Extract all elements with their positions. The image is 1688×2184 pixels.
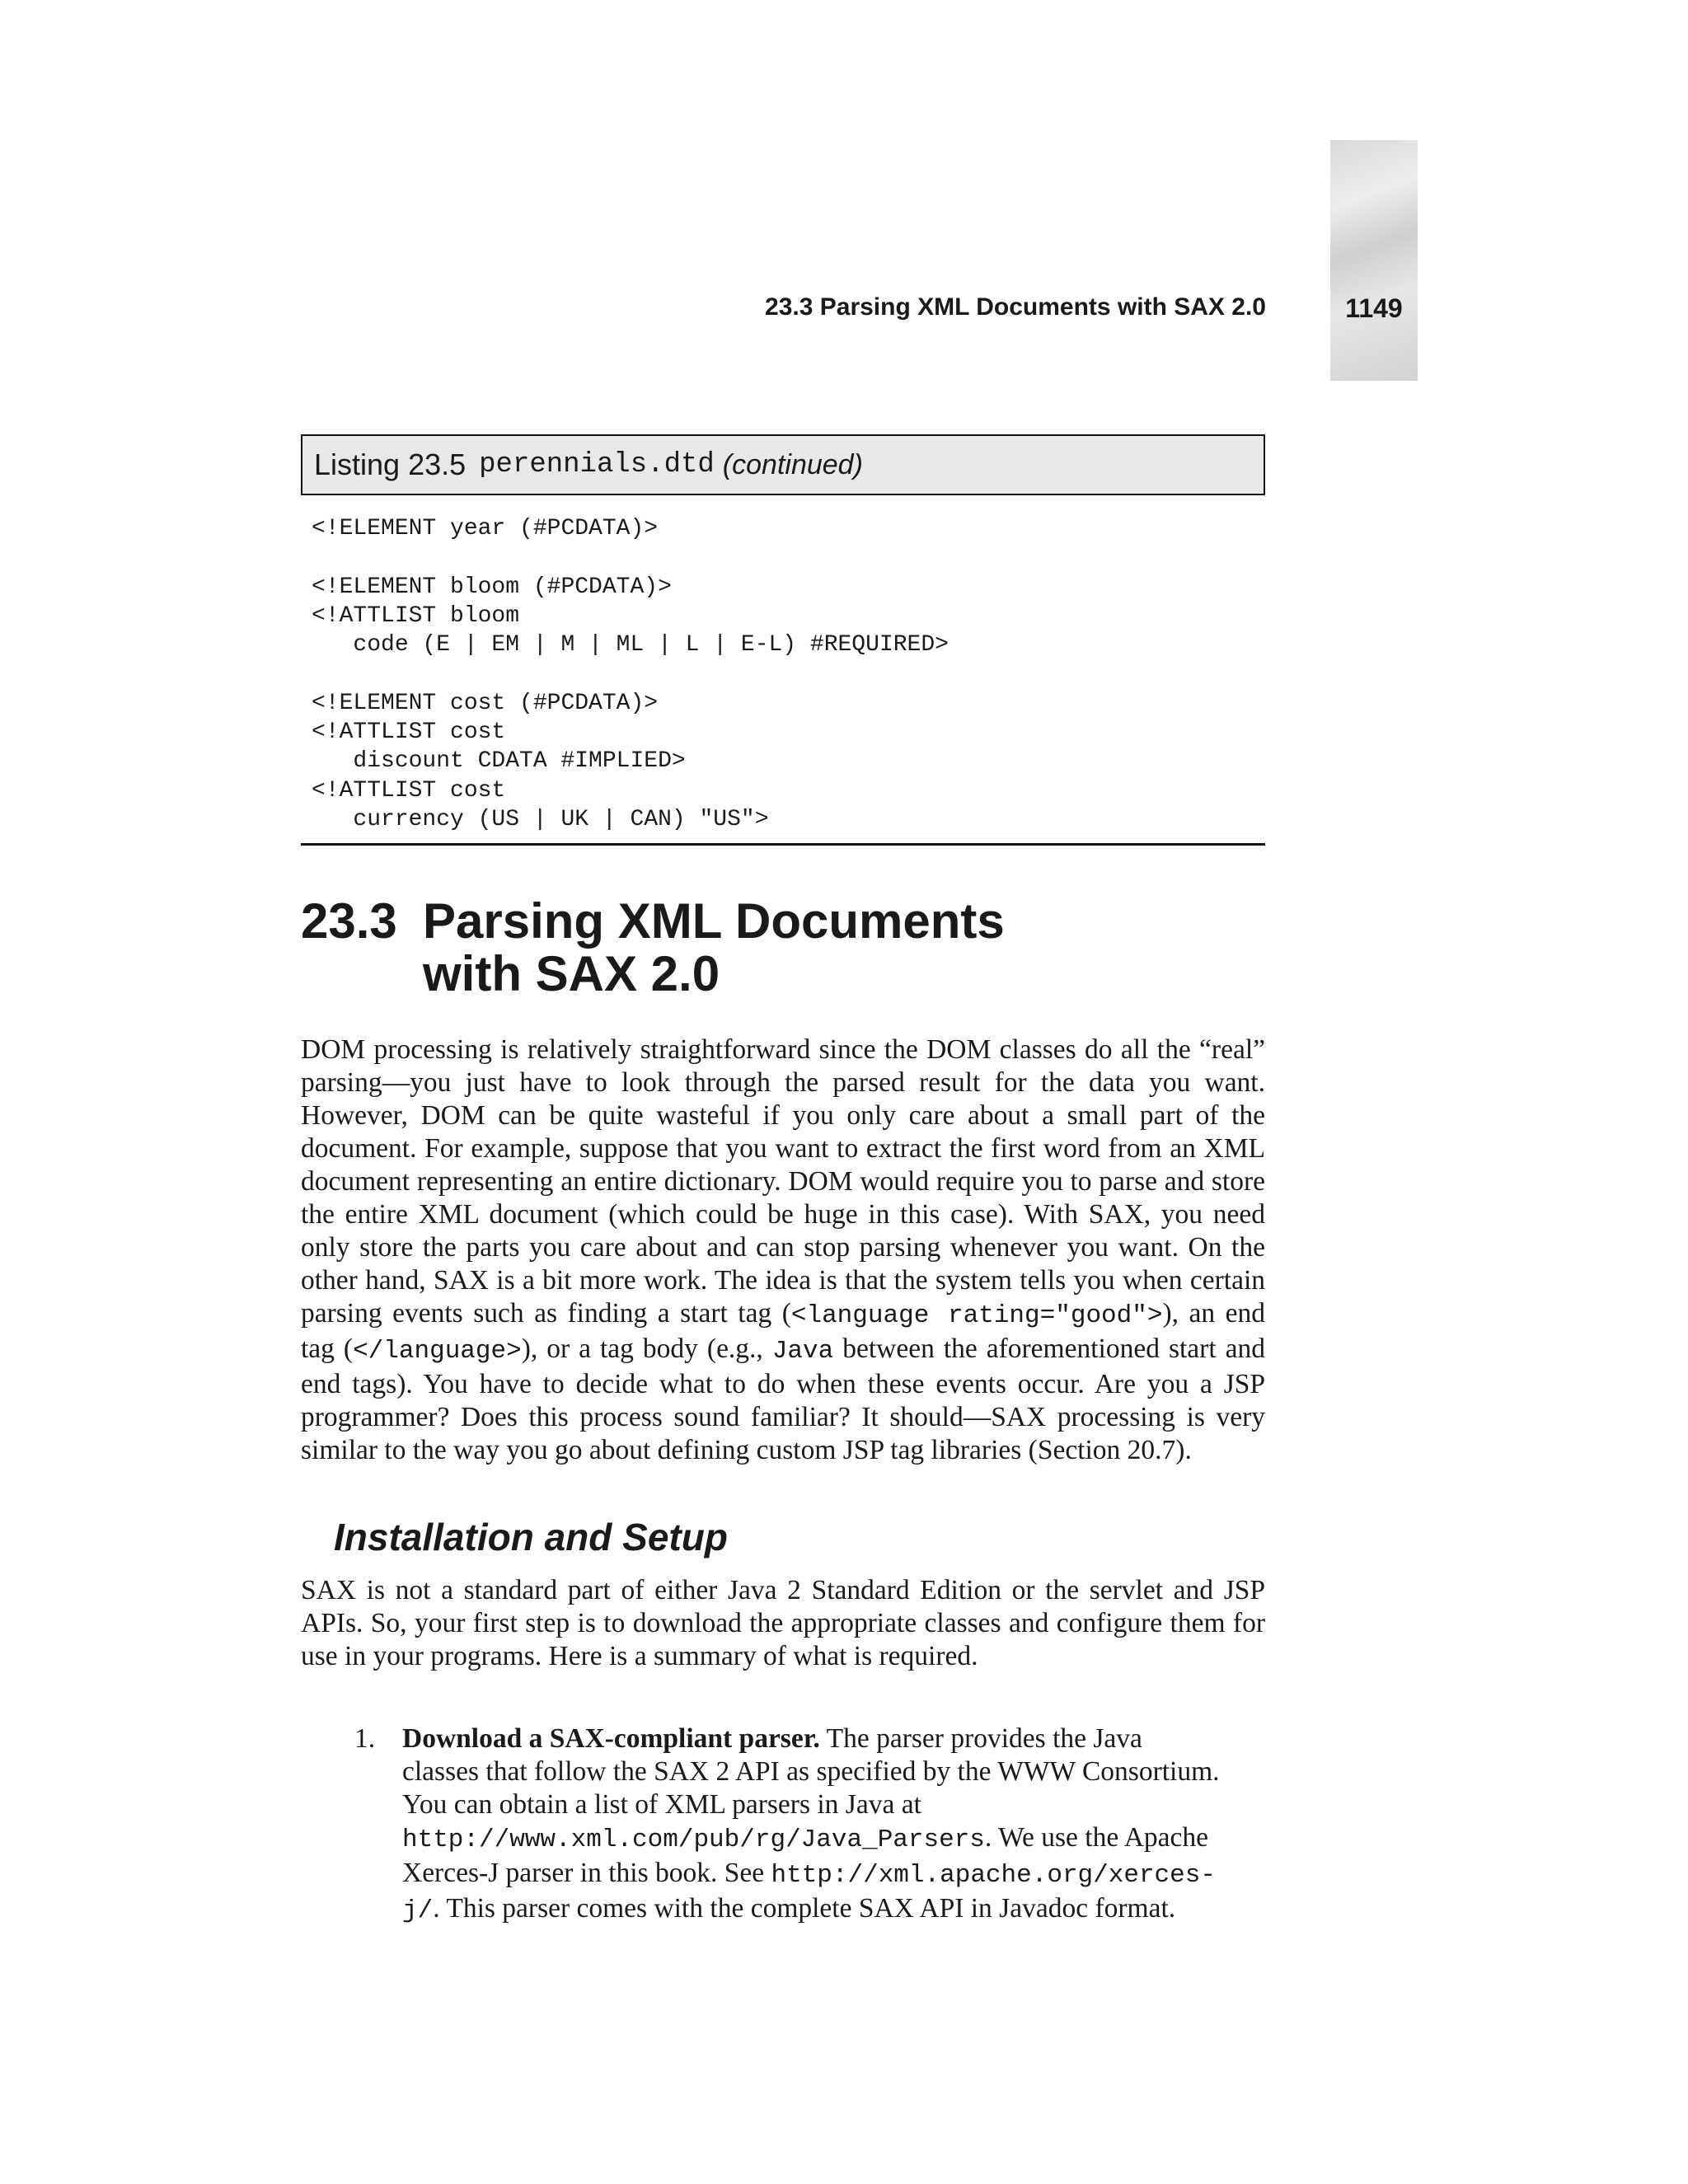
intro-text-2: ), an end tag (	[301, 1298, 1265, 1364]
list-item-text-3: . This parser comes with the complete SAX API in Javadoc format.	[433, 1893, 1176, 1924]
listing-caption-box	[301, 434, 1265, 495]
setup-paragraph: SAX is not a standard part of either Java 2 Standard Edition or the servlet and JSP APIs. So, your first step is to download the appropriate classes and configure them for use in your programs. Here is a summary of what is required.	[301, 1575, 1265, 1671]
running-header-title: 23.3 Parsing XML Documents with SAX 2.0	[765, 293, 1266, 321]
subsection-heading: Installation and Setup	[334, 1516, 728, 1558]
section-title-line2: with SAX 2.0	[423, 946, 720, 1001]
listing-label: Listing 23.5	[314, 448, 467, 481]
list-item-text-2: . We use the Apache Xerces-J parser in this book. See	[402, 1822, 1209, 1888]
intro-text-3: ), or a tag body (e.g.,	[521, 1333, 772, 1364]
list-item-text-1: The parser provides the Java classes that follow the SAX 2 API as specified by the WWW Consortium. You can obtain a list of XML parsers in Java at	[402, 1723, 1220, 1820]
listing-bottom-rule	[301, 843, 1265, 846]
page-edge-thumb-tab	[1330, 140, 1418, 381]
code-listing: <!ELEMENT year (#PCDATA)> <!ELEMENT bloom (#PCDATA)> <!ATTLIST bloom code (E | EM | M | ML | L | E-L) #REQUIRED> <!ELEMENT cost (#PCDATA)> <!ATTLIST cost discount CDATA #IMPLIED> <!ATTLIST cost currency (US | UK | CAN) "US">	[312, 516, 949, 832]
listing-filename: perennials.dtd	[479, 449, 715, 480]
code-end-tag: </language>	[353, 1337, 522, 1366]
section-title-line1: Parsing XML Documents	[423, 893, 1005, 949]
intro-paragraph	[301, 1033, 1265, 1467]
section-heading	[301, 895, 1265, 1001]
xerces-url-link[interactable]: http://xml.apache.org/xerces-j/	[402, 1861, 1216, 1925]
parsers-url-link[interactable]: http://www.xml.com/pub/rg/Java_Parsers	[402, 1825, 985, 1854]
list-item	[354, 1722, 1220, 1928]
section-number: 23.3	[301, 893, 397, 949]
code-start-tag: <language rating="good">	[790, 1301, 1163, 1330]
listing-continued: (continued)	[722, 448, 863, 480]
intro-text-1: DOM processing is relatively straightforward since the DOM classes do all the “real” parsing—you just have to look through the parsed result for the data you want. However, DOM can be quite wasteful if you only care about a small part of the document. For example, suppose that you want to extract the first word from an XML document representing an entire dictionary. DOM would require you to parse and store the entire XML document (which could be huge in this case). With SAX, you need only store the parts you care about and can stop parsing whenever you want. On the other hand, SAX is a bit more work. The idea is that the system tells you when certain parsing events such as finding a start tag (	[301, 1034, 1265, 1329]
list-marker: 1.	[354, 1723, 376, 1754]
code-java: Java	[771, 1337, 834, 1366]
page-number: 1149	[1345, 293, 1403, 323]
intro-text-4: between the aforementioned start and end tags). You have to decide what to do when these events occur. Are you a JSP programmer? Does this process sound familiar? It should—SAX processing is very similar to the way you go about defining custom JSP tag libraries (Section 20.7).	[301, 1333, 1265, 1465]
list-item-body	[402, 1722, 1220, 1928]
list-item-lead: Download a SAX-compliant parser.	[402, 1723, 820, 1754]
